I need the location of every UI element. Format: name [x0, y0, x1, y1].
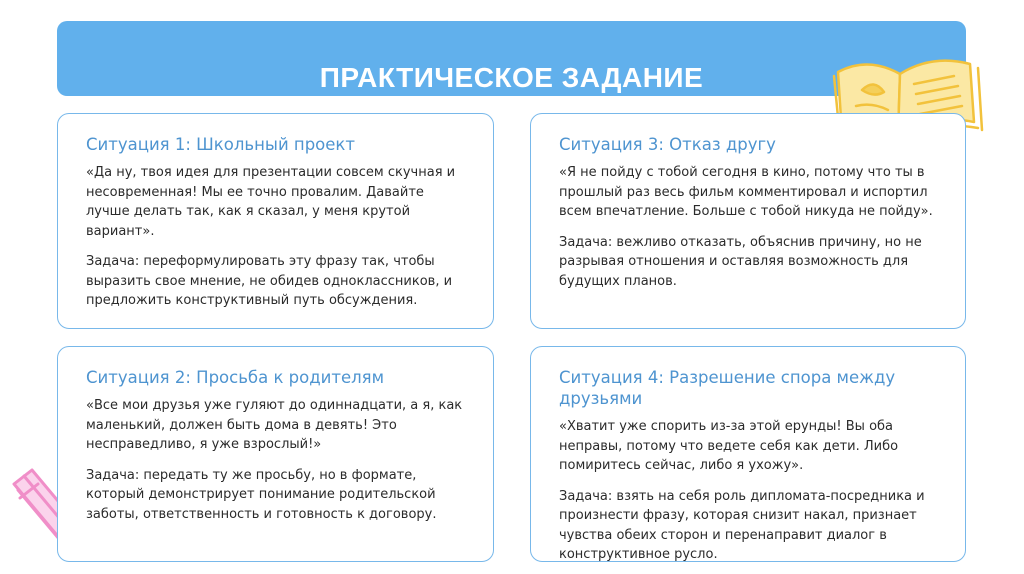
- situation-card-2: [57, 346, 494, 562]
- situation-task: Задача: вежливо отказать, объяснив причину, но не разрывая отношения и оставляя возможность для будущих планов.: [559, 234, 922, 289]
- situation-quote: «Я не пойду с тобой сегодня в кино, потому что ты в прошлый раз весь фильм комментировал и испортил всем впечатление. Больше с тобой никуда не пойду».: [559, 165, 933, 219]
- situation-title: Ситуация 2: Просьба к родителям: [86, 368, 385, 387]
- situation-quote: «Да ну, твоя идея для презентации совсем скучная и несовременная! Мы ее точно провалим. Давайте лучше делать так, как я сказал, у меня крутой вариант».: [86, 165, 456, 239]
- situation-task: Задача: передать ту же просьбу, но в формате, который демонстрирует понимание родительской заботы, ответственность и готовность к договору.: [86, 467, 437, 522]
- situation-task: Задача: взять на себя роль дипломата-посредника и произнести фразу, которая снизит накал, признает чувства обеих сторон и перенаправит диалог в конструктивное русло.: [559, 488, 925, 562]
- situation-title: Ситуация 4: Разрешение спора между друзьями: [559, 368, 896, 408]
- situation-quote: «Хватит уже спорить из-за этой ерунды! Вы оба неправы, потому что ведете себя как дети. Либо помиритесь сейчас, либо я ухожу».: [559, 419, 899, 473]
- situation-title: Ситуация 3: Отказ другу: [559, 135, 776, 154]
- page-title: ПРАКТИЧЕСКОЕ ЗАДАНИЕ: [319, 62, 704, 93]
- situation-quote: «Все мои друзья уже гуляют до одиннадцати, а я, как маленький, должен быть дома в девять! Это несправедливо, я уже взрослый!»: [86, 398, 463, 452]
- situation-task: Задача: переформулировать эту фразу так, чтобы выразить свое мнение, не обидев одноклассников, и предложить конструктивный путь обсуждения.: [86, 254, 453, 308]
- situation-card-4: [530, 346, 966, 562]
- situation-card-3: [530, 113, 966, 329]
- situation-title: Ситуация 1: Школьный проект: [86, 135, 356, 154]
- situation-card-1: [57, 113, 494, 329]
